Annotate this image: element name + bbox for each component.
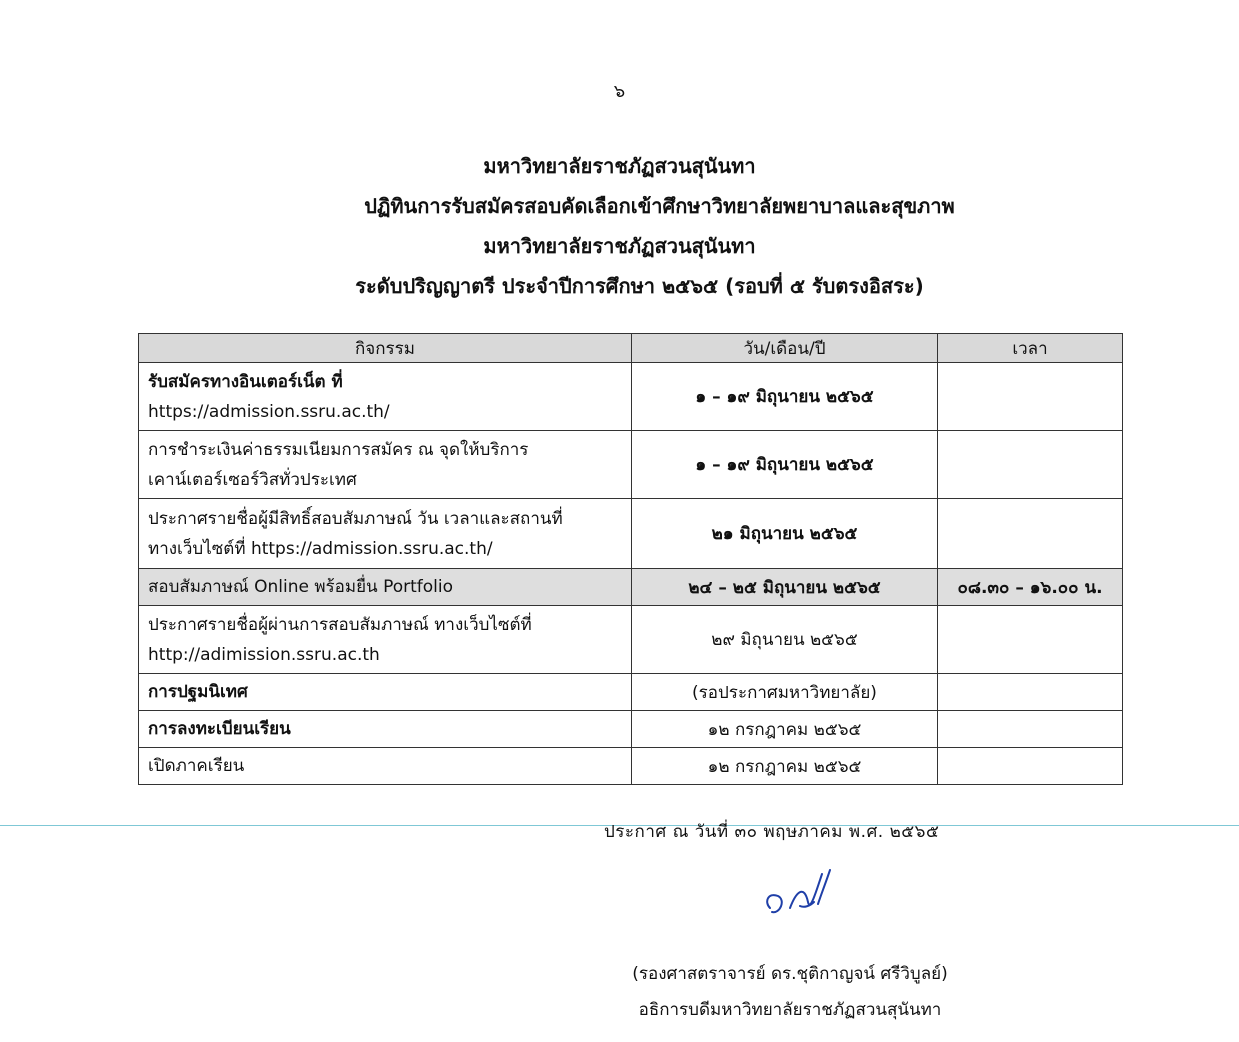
page-number: ๖ xyxy=(613,81,626,102)
document-header xyxy=(0,146,1239,306)
date-cell: ๑๒ กรกฎาคม ๒๕๖๕ xyxy=(632,748,938,785)
signature-image xyxy=(760,862,840,932)
activity-line: ทางเว็บไซต์ที่ https://admission.ssru.ac.th/ xyxy=(148,538,493,559)
table-row xyxy=(139,606,1123,674)
table-row xyxy=(139,363,1123,431)
activity-cell: สอบสัมภาษณ์ Online พร้อมยื่น Portfolio xyxy=(139,569,632,606)
time-cell xyxy=(938,711,1123,748)
activity-cell xyxy=(139,363,632,431)
date-cell: ๒๑ มิถุนายน ๒๕๖๕ xyxy=(632,499,938,569)
table-row xyxy=(139,431,1123,499)
activity-cell: เปิดภาคเรียน xyxy=(139,748,632,785)
date-cell: ๑ – ๑๙ มิถุนายน ๒๕๖๕ xyxy=(632,363,938,431)
date-cell: ๑ – ๑๙ มิถุนายน ๒๕๖๕ xyxy=(632,431,938,499)
header-university-2: มหาวิทยาลัยราชภัฏสวนสุนันทา xyxy=(483,234,756,258)
activity-cell xyxy=(139,499,632,569)
activity-link[interactable]: https://admission.ssru.ac.th/ xyxy=(148,401,390,422)
time-cell xyxy=(938,748,1123,785)
table-row xyxy=(139,748,1123,785)
activity-line: ประกาศรายชื่อผู้ผ่านการสอบสัมภาษณ์ ทางเว็บไซต์ที่ xyxy=(148,614,532,635)
header-university: มหาวิทยาลัยราชภัฏสวนสุนันทา xyxy=(483,154,756,178)
time-cell: ๐๘.๓๐ – ๑๖.๐๐ น. xyxy=(938,569,1123,606)
header-date: วัน/เดือน/ปี xyxy=(632,334,938,363)
activity-line: รับสมัครทางอินเตอร์เน็ต ที่ xyxy=(148,371,343,392)
table-header-row xyxy=(139,334,1123,363)
table-row-highlighted xyxy=(139,569,1123,606)
date-cell: ๒๙ มิถุนายน ๒๕๖๕ xyxy=(632,606,938,674)
table-row xyxy=(139,674,1123,711)
activity-line: การชำระเงินค่าธรรมเนียมการสมัคร ณ จุดให้บริการ xyxy=(148,439,529,460)
header-activity: กิจกรรม xyxy=(139,334,632,363)
date-cell: ๑๒ กรกฎาคม ๒๕๖๕ xyxy=(632,711,938,748)
table-row xyxy=(139,711,1123,748)
time-cell xyxy=(938,431,1123,499)
announcement-date: ประกาศ ณ วันที่ ๓๐ พฤษภาคม พ.ศ. ๒๕๖๕ xyxy=(604,822,940,842)
activity-link[interactable]: http://adimission.ssru.ac.th xyxy=(148,644,380,665)
activity-line: ประกาศรายชื่อผู้มีสิทธิ์สอบสัมภาษณ์ วัน เวลาและสถานที่ xyxy=(148,508,563,529)
signer-title: อธิการบดีมหาวิทยาลัยราชภัฏสวนสุนันทา xyxy=(638,1000,942,1020)
date-cell: ๒๔ – ๒๕ มิถุนายน ๒๕๖๕ xyxy=(632,569,938,606)
activity-cell xyxy=(139,431,632,499)
time-cell xyxy=(938,674,1123,711)
header-time: เวลา xyxy=(938,334,1123,363)
date-cell: (รอประกาศมหาวิทยาลัย) xyxy=(632,674,938,711)
time-cell xyxy=(938,499,1123,569)
activity-cell: การลงทะเบียนเรียน xyxy=(139,711,632,748)
time-cell xyxy=(938,363,1123,431)
activity-cell xyxy=(139,606,632,674)
table-row xyxy=(139,499,1123,569)
admission-schedule-table xyxy=(138,333,1123,785)
activity-line: เคาน์เตอร์เซอร์วิสทั่วประเทศ xyxy=(148,469,357,490)
signer-name: (รองศาสตราจารย์ ดร.ชุติกาญจน์ ศรีวิบูลย์) xyxy=(632,964,948,984)
activity-cell: การปฐมนิเทศ xyxy=(139,674,632,711)
time-cell xyxy=(938,606,1123,674)
header-calendar-title: ปฏิทินการรับสมัครสอบคัดเลือกเข้าศึกษาวิทยาลัยพยาบาลและสุขภาพ xyxy=(364,194,955,218)
header-level-year: ระดับปริญญาตรี ประจำปีการศึกษา ๒๕๖๕ (รอบที่ ๕ รับตรงอิสระ) xyxy=(355,274,924,298)
